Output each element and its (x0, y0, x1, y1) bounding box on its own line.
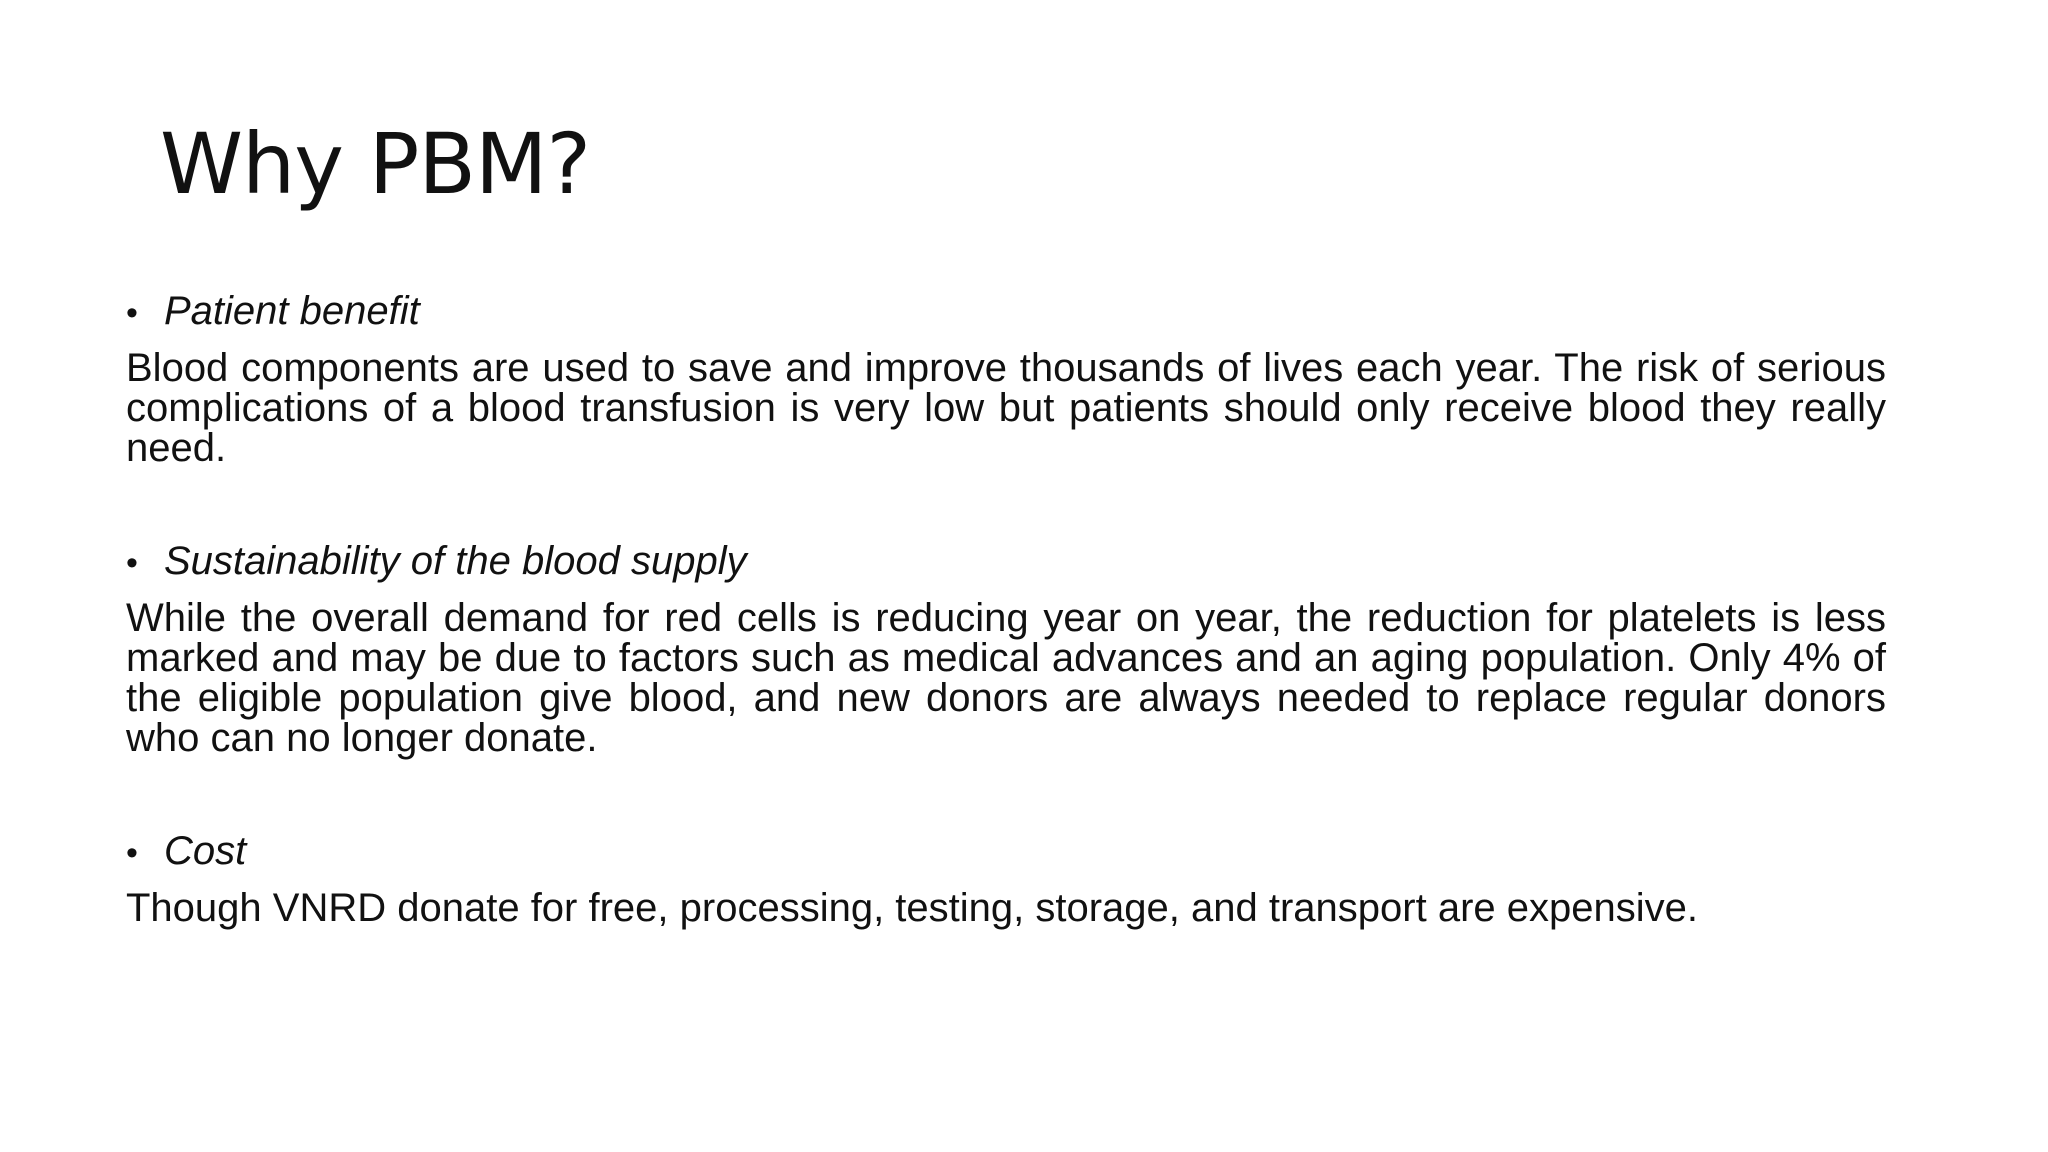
bullet-icon: • (126, 294, 138, 332)
bullet-item (126, 282, 1886, 342)
section-paragraph: While the overall demand for red cells is reducing year on year, the reduction for platelets is less marked and may be due to factors such as medical advances and an aging population. Only 4% of the eligible population give blood, and new donors are always needed to replace regular donors who can no longer donate. (126, 596, 1886, 760)
bullet-item (126, 822, 1886, 882)
bullet-heading: Sustainability of the blood supply (164, 539, 747, 583)
bullet-heading: Cost (164, 829, 247, 873)
bullet-item (126, 532, 1886, 592)
section-paragraph: Though VNRD donate for free, processing, testing, storage, and transport are expensive. (126, 886, 1698, 930)
section-paragraph: Blood components are used to save and improve thousands of lives each year. The risk of serious complications of a blood transfusion is very low but patients should only receive blood they really need. (126, 346, 1886, 470)
section-cost (126, 822, 1886, 928)
bullet-icon: • (126, 544, 138, 582)
bullet-heading: Patient benefit (164, 289, 420, 333)
section-patient-benefit (126, 282, 1886, 468)
section-sustainability (126, 532, 1886, 758)
slide-body (126, 282, 1886, 992)
bullet-icon: • (126, 834, 138, 872)
slide-title: Why PBM? (160, 115, 591, 213)
